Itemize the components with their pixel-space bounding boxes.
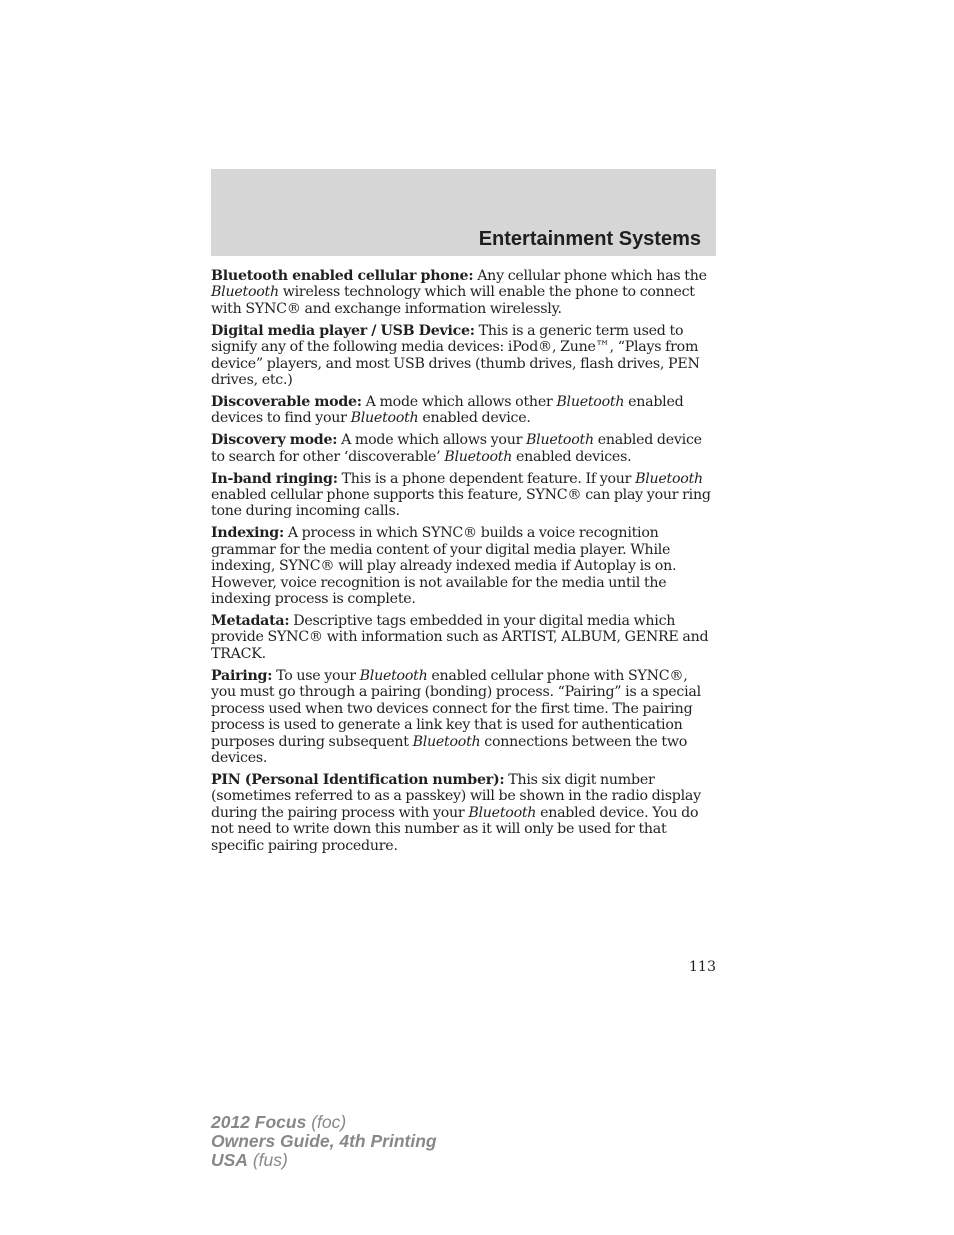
glossary-term: Pairing: — [211, 667, 273, 684]
italic-term: Bluetooth — [211, 284, 279, 301]
italic-term: Bluetooth — [359, 667, 428, 684]
definition-text: This is a phone dependent feature. If your — [337, 470, 636, 487]
glossary-entry — [211, 525, 716, 607]
definition-text: connections between the two devices. — [211, 733, 688, 766]
glossary-term: Discovery mode: — [211, 432, 338, 449]
glossary-entry — [211, 772, 716, 854]
definition-text: enabled devices. — [512, 448, 632, 465]
italic-term: Bluetooth — [444, 448, 513, 465]
definition-text: To use your — [272, 667, 360, 684]
glossary-entry — [211, 471, 716, 520]
footer-region-line — [211, 1151, 437, 1170]
italic-term: Bluetooth — [412, 733, 481, 750]
definition-text: This six digit number (sometimes referred to as a passkey) will be shown in the radio display during the pairing process with your — [211, 771, 701, 821]
definition-text: enabled device to search for other ‘discoverable’ — [211, 432, 702, 465]
italic-term: Bluetooth — [525, 432, 594, 449]
glossary-entry — [211, 268, 716, 317]
definition-text: This is a generic term used to signify any of the following media devices: iPod®, Zune™, “Plays from device” players, and most USB drives (thumb drives, flash drives, PEN drives, etc.) — [211, 322, 700, 389]
definition-text: Any cellular phone which has the — [473, 268, 707, 284]
definition-text: enabled cellular phone supports this feature, SYNC® can play your ring tone during incoming calls. — [211, 487, 711, 520]
footer-guide: Owners Guide, 4th Printing — [211, 1131, 437, 1151]
definition-text: enabled device. — [418, 410, 531, 427]
definition-text: enabled devices to find your — [211, 393, 684, 427]
footer-guide-line — [211, 1132, 437, 1151]
italic-term: Bluetooth — [556, 393, 625, 410]
italic-term: Bluetooth — [635, 470, 703, 487]
glossary-term: Digital media player / USB Device: — [211, 322, 475, 339]
glossary-entry — [211, 432, 716, 465]
page-number: 113 — [688, 959, 716, 975]
glossary-entry — [211, 613, 716, 662]
glossary-entry — [211, 323, 716, 389]
footer-model-line — [211, 1113, 437, 1132]
glossary-term: Indexing: — [211, 525, 284, 542]
definition-text: A mode which allows your — [337, 432, 526, 449]
footer-model-code: (foc) — [311, 1112, 347, 1132]
footer-model: 2012 Focus — [211, 1112, 307, 1132]
glossary-term: In-band ringing: — [211, 470, 338, 487]
definition-text: A process in which SYNC® builds a voice recognition grammar for the media content of your digital media player. While indexing, SYNC® will play already indexed media if Autoplay is on. However, voice recognition is not available for the media until the indexing process is complete. — [211, 525, 677, 608]
footer-region: USA — [211, 1150, 248, 1170]
glossary-body — [211, 268, 716, 859]
glossary-entry — [211, 668, 716, 767]
section-header-band — [211, 169, 716, 256]
glossary-entry — [211, 394, 716, 427]
definition-text: enabled cellular phone with SYNC®, you must go through a pairing (bonding) process. “Pairing” is a special process used when two devices connect for the first time. The pairing process is used to generate a link key that is used for authentication purposes during subsequent — [211, 667, 701, 750]
definition-text: Descriptive tags embedded in your digital media which provide SYNC® with information such as ARTIST, ALBUM, GENRE and TRACK. — [211, 612, 709, 662]
definition-text: A mode which allows other — [361, 393, 557, 410]
glossary-term: Bluetooth enabled cellular phone: — [211, 268, 474, 284]
italic-term: Bluetooth — [468, 804, 537, 821]
definition-text: enabled device. You do not need to write down this number as it will only be used for that specific pairing procedure. — [211, 804, 699, 854]
italic-term: Bluetooth — [350, 410, 419, 427]
document-footer — [211, 1113, 437, 1170]
section-title: Entertainment Systems — [478, 228, 701, 250]
definition-text: wireless technology which will enable the phone to connect with SYNC® and exchange information wirelessly. — [211, 284, 695, 317]
glossary-term: Discoverable mode: — [211, 393, 362, 410]
glossary-term: PIN (Personal Identification number): — [211, 771, 505, 788]
footer-region-code: (fus) — [252, 1150, 288, 1170]
glossary-term: Metadata: — [211, 612, 290, 629]
glossary-definition — [211, 668, 701, 766]
